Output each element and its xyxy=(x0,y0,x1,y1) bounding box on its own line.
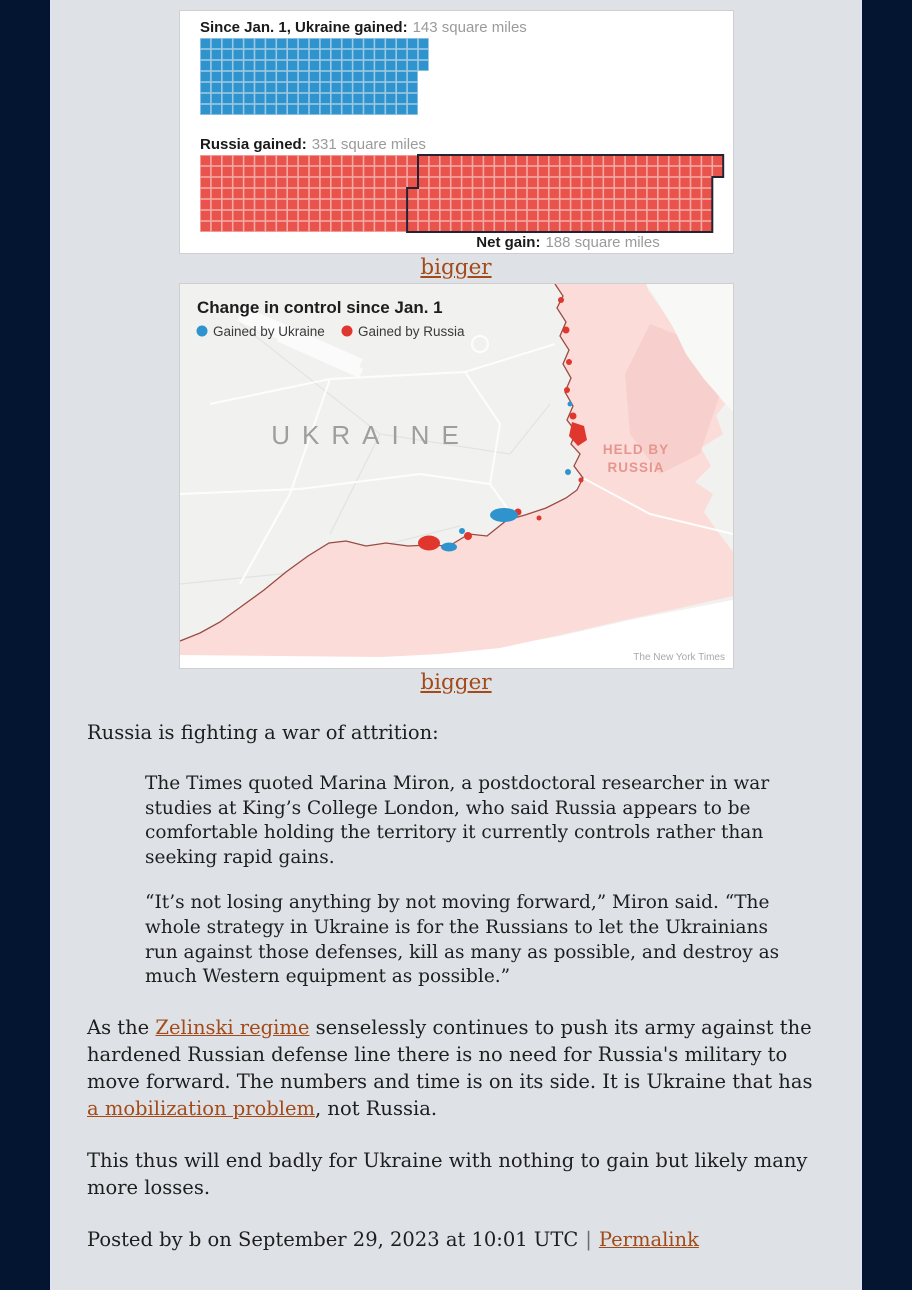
legend-dot-ukraine xyxy=(196,326,207,337)
intro-paragraph: Russia is fighting a war of attrition: xyxy=(87,721,439,744)
quote-paragraph-1: The Times quoted Marina Miron, a postdoctoral researcher in war studies at King’s College London, who said Russia appears to be comfortable holding the territory it currently controls rather than seeking rapid gains. xyxy=(145,772,770,869)
legend-label-ukraine: Gained by Ukraine xyxy=(212,324,325,339)
bigger-row-bottom xyxy=(87,670,825,695)
analysis-text-1: As the xyxy=(87,1016,156,1040)
bigger-row-top xyxy=(87,255,825,280)
map-title: Change in control since Jan. 1 xyxy=(196,298,443,317)
ukraine-gained-label: Since Jan. 1, Ukraine gained: 143 square miles xyxy=(199,19,527,36)
analysis-text-3: , not Russia. xyxy=(315,1096,438,1120)
legend-dot-russia xyxy=(341,326,352,337)
control-map-figure xyxy=(179,283,734,669)
mobilization-problem-link[interactable]: a mobilization problem xyxy=(87,1096,316,1120)
territory-gains-figure xyxy=(179,10,734,254)
times-blockquote xyxy=(145,772,785,990)
post-content xyxy=(50,0,862,1290)
held-by-russia-label-line1: HELD BY xyxy=(602,442,669,457)
zelinski-regime-link[interactable]: Zelinski regime xyxy=(155,1016,310,1040)
bigger-link-bottom[interactable]: bigger xyxy=(420,670,492,695)
net-gain-label: Net gain: 188 square miles xyxy=(475,234,660,251)
ukraine-label: UKRAINE xyxy=(270,420,471,450)
legend-label-russia: Gained by Russia xyxy=(357,324,465,339)
control-change-map xyxy=(180,284,733,668)
analysis-paragraph xyxy=(87,1015,825,1123)
russia-gained-label: Russia gained: 331 square miles xyxy=(199,136,426,153)
ukraine-waffle xyxy=(200,38,429,115)
territory-gains-chart xyxy=(180,11,733,253)
russia-waffle xyxy=(200,155,723,232)
footer-separator: | xyxy=(585,1227,592,1251)
bigger-link-top[interactable]: bigger xyxy=(420,255,492,280)
closing-paragraph: This thus will end badly for Ukraine with nothing to gain but likely many more losses. xyxy=(87,1148,808,1199)
post-footer xyxy=(87,1227,825,1254)
permalink-link[interactable]: Permalink xyxy=(598,1227,699,1251)
posted-by-text: Posted by b on September 29, 2023 at 10:01 UTC xyxy=(87,1227,579,1251)
quote-paragraph-2: “It’s not losing anything by not moving forward,” Miron said. “The whole strategy in Ukraine is for the Russians to let the Ukrainians run against those defenses, kill as many as possible, and destroy as much Western equipment as possible.” xyxy=(145,892,780,988)
held-by-russia-label-line2: RUSSIA xyxy=(606,460,665,475)
analysis-text-2: senselessly continues to push its army against the hardened Russian defense line there is no need for Russia's military to move forward. The numbers and time is on its side. It is Ukraine that has xyxy=(87,1016,813,1093)
nyt-credit: The New York Times xyxy=(632,652,725,663)
